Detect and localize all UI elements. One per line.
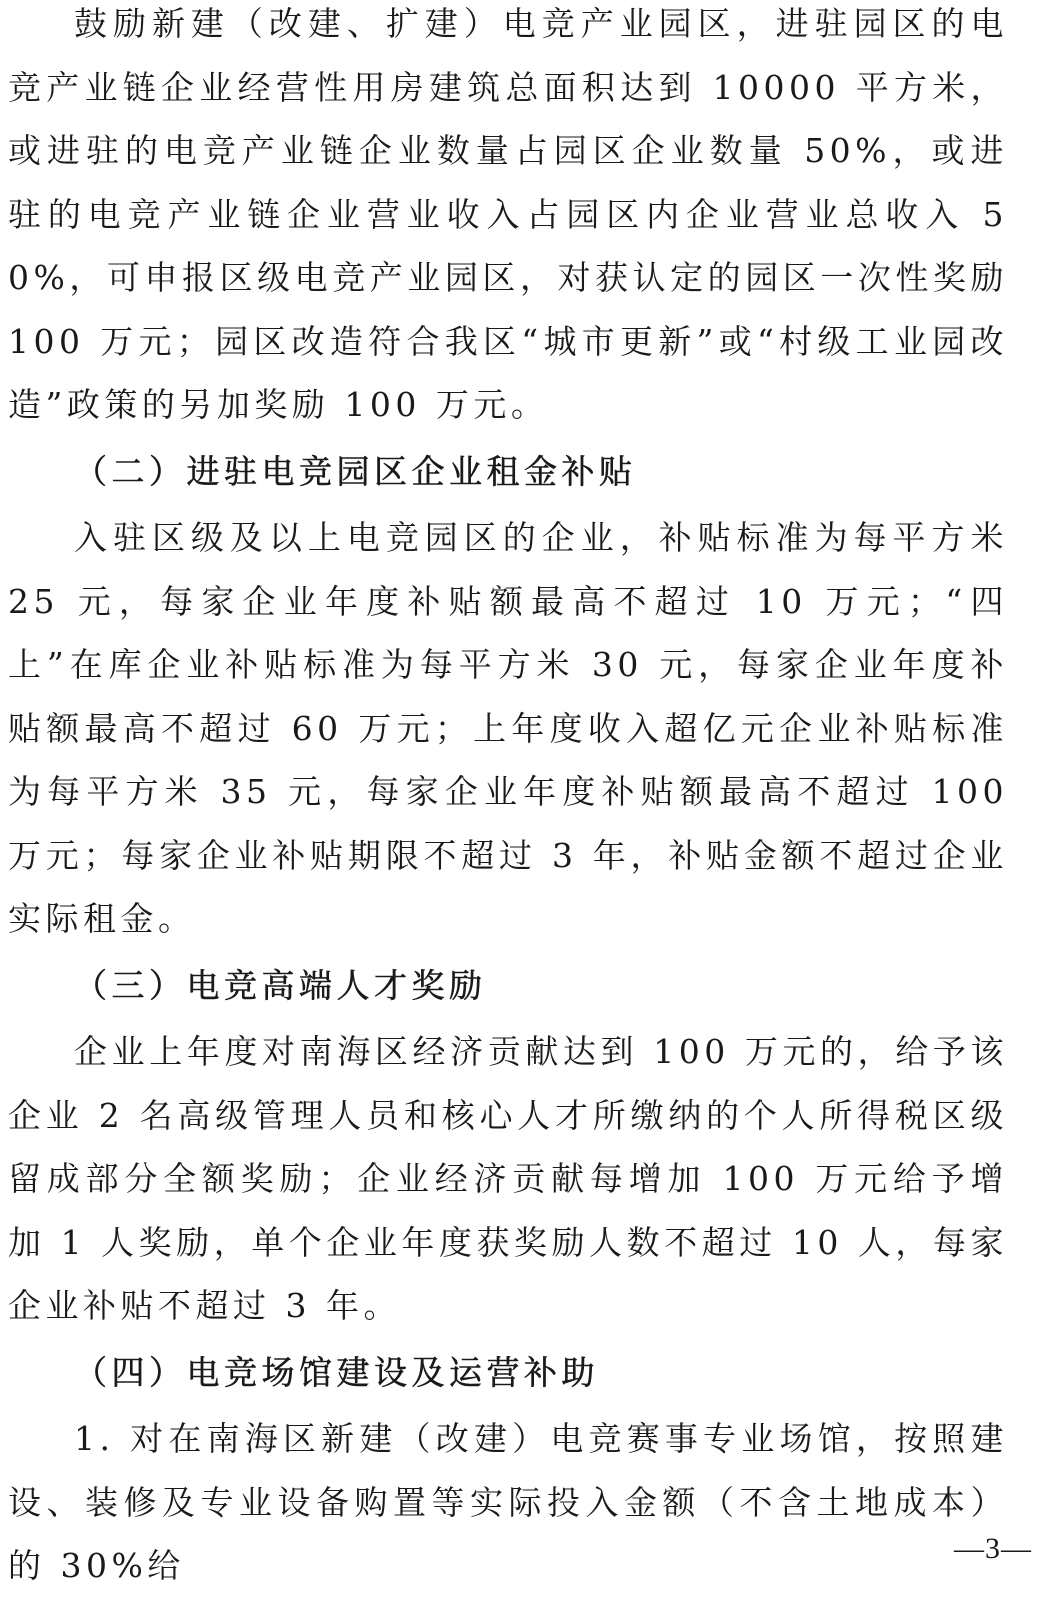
paragraph-rent-subsidy: 入驻区级及以上电竞园区的企业，补贴标准为每平方米 25 元，每家企业年度补贴额最高不超过 10 万元；“四上”在库企业补贴标准为每平方米 30 元，每家企业年度补贴额最高不超过 60 万元；上年度收入超亿元企业补贴标准为每平方米 35 元，每家企业年度补贴额最高不超过 100 万元；每家企业补贴期限不超过 3 年，补贴金额不超过企业实际租金。 [8, 518, 1008, 938]
section-heading-venue-subsidy: （四）电竞场馆建设及运营补助 [74, 1352, 599, 1392]
section-heading-rent-subsidy: （二）进驻电竞园区企业租金补贴 [74, 451, 637, 491]
section-heading-talent-reward: （三）电竞高端人才奖励 [74, 965, 487, 1005]
paragraph-venue-subsidy: 1. 对在南海区新建（改建）电竞赛事专业场馆，按照建设、装修及专业设备购置等实际投入金额（不含土地成本）的 30%给 [8, 1419, 1008, 1585]
paragraph-industrial-park: 鼓励新建（改建、扩建）电竞产业园区，进驻园区的电竞产业链企业经营性用房建筑总面积达到 10000 平方米，或进驻的电竞产业链企业数量占园区企业数量 50%，或进驻的电竞产业链企业营业收入占园区内企业营业总收入 50%，可申报区级电竞产业园区，对获认定的园区一次性奖励 100 万元；园区改造符合我区“城市更新”或“村级工业园改造”政策的另加奖励 100 万元。 [8, 4, 1008, 424]
paragraph-talent-reward: 企业上年度对南海区经济贡献达到 100 万元的，给予该企业 2 名高级管理人员和核心人才所缴纳的个人所得税区级留成部分全额奖励；企业经济贡献每增加 100 万元给予增加 1 人奖励，单个企业年度获奖励人数不超过 10 人，每家企业补贴不超过 3 年。 [8, 1032, 1008, 1325]
document-body [8, 0, 1008, 1598]
page-number: —3— [954, 1532, 1032, 1565]
